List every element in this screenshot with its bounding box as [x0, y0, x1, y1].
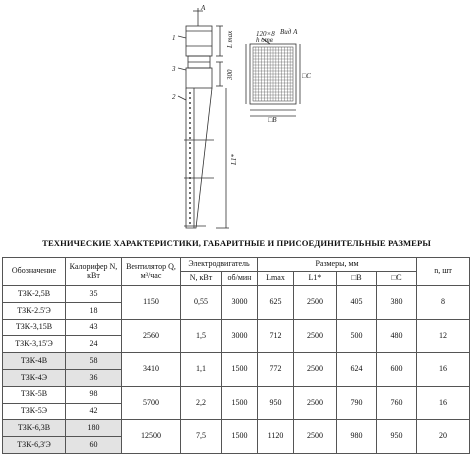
cell-designation: ТЗК-5Э	[3, 403, 66, 420]
cell-heater: 36	[66, 369, 122, 386]
cell-heater: 35	[66, 286, 122, 303]
dim-300: 300	[226, 69, 234, 80]
cell-c: 760	[377, 386, 417, 420]
cell-designation: ТЗК-4Э	[3, 369, 66, 386]
view-dim-c: □C	[302, 72, 311, 80]
cell-motor-speed: 3000	[222, 319, 258, 353]
cell-lmax: 1120	[258, 420, 294, 454]
cell-designation: ТЗК-6,3В	[3, 420, 66, 437]
cell-heater: 42	[66, 403, 122, 420]
cell-motor-speed: 1500	[222, 386, 258, 420]
header-lmax: Lmax	[258, 272, 294, 286]
cell-designation: ТЗК-2,5В	[3, 286, 66, 303]
cell-motor-power: 1,5	[181, 319, 222, 353]
header-motor: Электродвигатель	[181, 258, 258, 272]
cell-b: 405	[337, 286, 377, 320]
cell-fan: 5700	[122, 386, 181, 420]
cell-heater: 24	[66, 336, 122, 353]
cell-fan: 1150	[122, 286, 181, 320]
cell-heater: 18	[66, 302, 122, 319]
cell-c: 380	[377, 286, 417, 320]
header-designation: Обозначение	[3, 258, 66, 286]
cell-n: 16	[417, 353, 470, 387]
cell-designation: ТЗК-6,3'Э	[3, 437, 66, 454]
cell-heater: 98	[66, 386, 122, 403]
header-motor-power: N, кВт	[181, 272, 222, 286]
cell-l1: 2500	[294, 319, 337, 353]
cell-motor-power: 1,1	[181, 353, 222, 387]
table-row	[3, 420, 470, 437]
dim-l1: L1*	[230, 154, 238, 165]
view-dim-b: □B	[268, 116, 277, 124]
cell-l1: 2500	[294, 420, 337, 454]
cell-fan: 3410	[122, 353, 181, 387]
cell-l1: 2500	[294, 386, 337, 420]
cell-heater: 58	[66, 353, 122, 370]
cell-b: 500	[337, 319, 377, 353]
header-motor-speed: об/мин	[222, 272, 258, 286]
cell-b: 980	[337, 420, 377, 454]
cell-n: 20	[417, 420, 470, 454]
cell-fan: 2560	[122, 319, 181, 353]
cell-lmax: 625	[258, 286, 294, 320]
cell-motor-speed: 1500	[222, 353, 258, 387]
cell-c: 480	[377, 319, 417, 353]
part-label-1: 1	[172, 34, 176, 42]
cell-motor-speed: 1500	[222, 420, 258, 454]
dim-lmax: L max	[226, 30, 234, 48]
cell-designation: ТЗК-3,15В	[3, 319, 66, 336]
view-dim-hv: 120×8	[256, 30, 275, 38]
cell-heater: 43	[66, 319, 122, 336]
cell-motor-power: 7,5	[181, 420, 222, 454]
cell-l1: 2500	[294, 353, 337, 387]
cell-designation: ТЗК-4В	[3, 353, 66, 370]
cell-motor-speed: 3000	[222, 286, 258, 320]
table-row	[3, 286, 470, 303]
spec-table	[2, 257, 470, 454]
header-c: □C	[377, 272, 417, 286]
header-fan: Вентилятор Q, м³/час	[122, 258, 181, 286]
table-row	[3, 386, 470, 403]
header-b: □B	[337, 272, 377, 286]
table-row	[3, 353, 470, 370]
cell-designation: ТЗК-2.5'Э	[3, 302, 66, 319]
cell-motor-power: 0,55	[181, 286, 222, 320]
header-l1: L1*	[294, 272, 337, 286]
header-dimensions: Размеры, мм	[258, 258, 417, 272]
cell-motor-power: 2,2	[181, 386, 222, 420]
part-label-2: 2	[172, 93, 176, 101]
cell-lmax: 772	[258, 353, 294, 387]
cell-designation: ТЗК-5В	[3, 386, 66, 403]
cell-n: 8	[417, 286, 470, 320]
cell-c: 950	[377, 420, 417, 454]
cell-l1: 2500	[294, 286, 337, 320]
table-row	[3, 319, 470, 336]
cell-lmax: 712	[258, 319, 294, 353]
header-heater: Калорифер N, кВт	[66, 258, 122, 286]
cell-heater: 180	[66, 420, 122, 437]
cell-b: 790	[337, 386, 377, 420]
cell-n: 12	[417, 319, 470, 353]
cell-c: 600	[377, 353, 417, 387]
cell-b: 624	[337, 353, 377, 387]
header-n: n, шт	[417, 258, 470, 286]
cell-heater: 60	[66, 437, 122, 454]
spec-title: ТЕХНИЧЕСКИЕ ХАРАКТЕРИСТИКИ, ГАБАРИТНЫЕ И ПРИСОЕДИНИТЕЛЬНЫЕ РАЗМЕРЫ	[42, 238, 431, 248]
cell-n: 16	[417, 386, 470, 420]
cell-designation: ТЗК-3,15'Э	[3, 336, 66, 353]
cell-fan: 12500	[122, 420, 181, 454]
view-a-label: Вид А	[280, 28, 298, 36]
view-dim-ph: h отв	[256, 36, 273, 44]
section-label: A	[201, 4, 206, 12]
part-label-3: 3	[172, 65, 176, 73]
cell-lmax: 950	[258, 386, 294, 420]
